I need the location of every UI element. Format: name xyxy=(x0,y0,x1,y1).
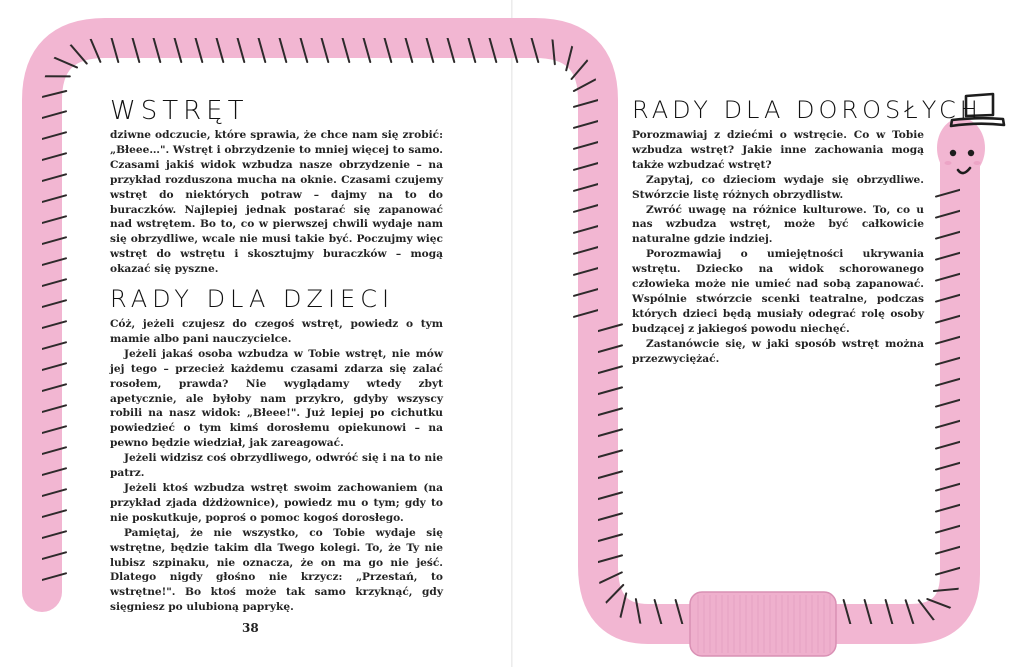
adults-paragraph: Zapytaj, co dzieciom wydaje się obrzydliwe. Stwórzcie listę różnych obrzydlistw. xyxy=(632,173,924,201)
worm-band xyxy=(690,592,836,656)
kids-paragraph: Jeżeli ktoś wzbudza wstręt swoim zachowaniem (na przykład zjada dżdżownice), powiedz mu o tym; gdy to nie poskutkuje, poproś o pomoc kogoś dorosłego. xyxy=(110,481,443,524)
page-title: WSTRĘT xyxy=(110,96,249,126)
adults-paragraph: Zwróć uwagę na różnice kulturowe. To, co u nas wzbudza wstręt, może być całkowicie naturalne gdzie indziej. xyxy=(632,203,924,246)
kids-paragraph: Jeżeli widzisz coś obrzydliwego, odwróć się i na to nie patrz. xyxy=(110,452,443,480)
intro-text xyxy=(110,128,443,277)
kids-advice-heading: RADY DLA DZIECI xyxy=(110,285,395,313)
adults-paragraph: Zastanówcie się, w jaki sposób wstręt można przezwyciężać. xyxy=(632,337,924,365)
adults-paragraph: Porozmawiaj z dziećmi o wstręcie. Co w Tobie wzbudza wstręt? Jakie inne zachowania mogą także wzbudzać wstręt? xyxy=(632,129,924,171)
kids-paragraph: Jeżeli jakaś osoba wzbudza w Tobie wstręt, nie mów jej tego – przecież każdemu czasami zdarza się zalać rosołem, prawda? Nie wyglądamy wtedy zbyt apetycznie, ale byłoby nam przykro, gdyby wszyscy robili na nasz widok: „Błeee!". Już lepiej po cichutku powiedzieć o tym kimś dorosłemu opiekunowi – na pewno będzie wiedział, jak zareagować. xyxy=(110,347,443,450)
adults-advice-heading: RADY DLA DOROSŁYCH xyxy=(632,96,982,124)
kids-paragraph: Cóż, jeżeli czujesz do czegoś wstręt, powiedz o tym mamie albo pani nauczycielce. xyxy=(110,318,443,345)
page-number: 38 xyxy=(242,621,259,635)
kids-paragraph: Pamiętaj, że nie wszystko, co Tobie wydaje się wstrętne, będzie takim dla Twego kolegi. To, że Ty nie lubisz szpinaku, nie oznacza, że on ma go nie jeść. Dlatego nigdy głośno nie krzycz: „Przestań, to wstrętne!". Bo ktoś może tak samo krzyknąć, gdy sięgniesz po ulubioną paprykę. xyxy=(110,526,443,614)
kids-advice-text xyxy=(110,317,443,615)
adults-paragraph: Porozmawiaj o umiejętności ukrywania wstrętu. Dziecko na widok schorowanego człowieka może nie umieć nad sobą zapanować. Wspólnie stwórzcie scenki teatralne, podczas których dzieci będą musiały odegrać rolę osoby budzącej z jakiegoś powodu niechęć. xyxy=(632,248,924,335)
adults-advice-text xyxy=(632,128,924,367)
intro-paragraph: dziwne odczucie, które sprawia, że chce nam się zrobić: „Błeee…". Wstręt i obrzydzenie to mniej więcej to samo. Czasami jakiś widok wzbudza nasze obrzydzenie – na przykład rozduszona mucha na oknie. Czasami czujemy wstręt do niektórych potraw – dajmy na to do buraczków. Najlepiej jednak postarać się zapanować nad wstrętem. Bo to, co w pierwszej chwili wydaje nam się obrzydliwe, wcale nie musi takie być. Poczujmy więc wstręt do wstrętu i skosztujmy buraczków – mogą okazać się pyszne. xyxy=(110,129,443,276)
worm-head xyxy=(937,118,985,178)
